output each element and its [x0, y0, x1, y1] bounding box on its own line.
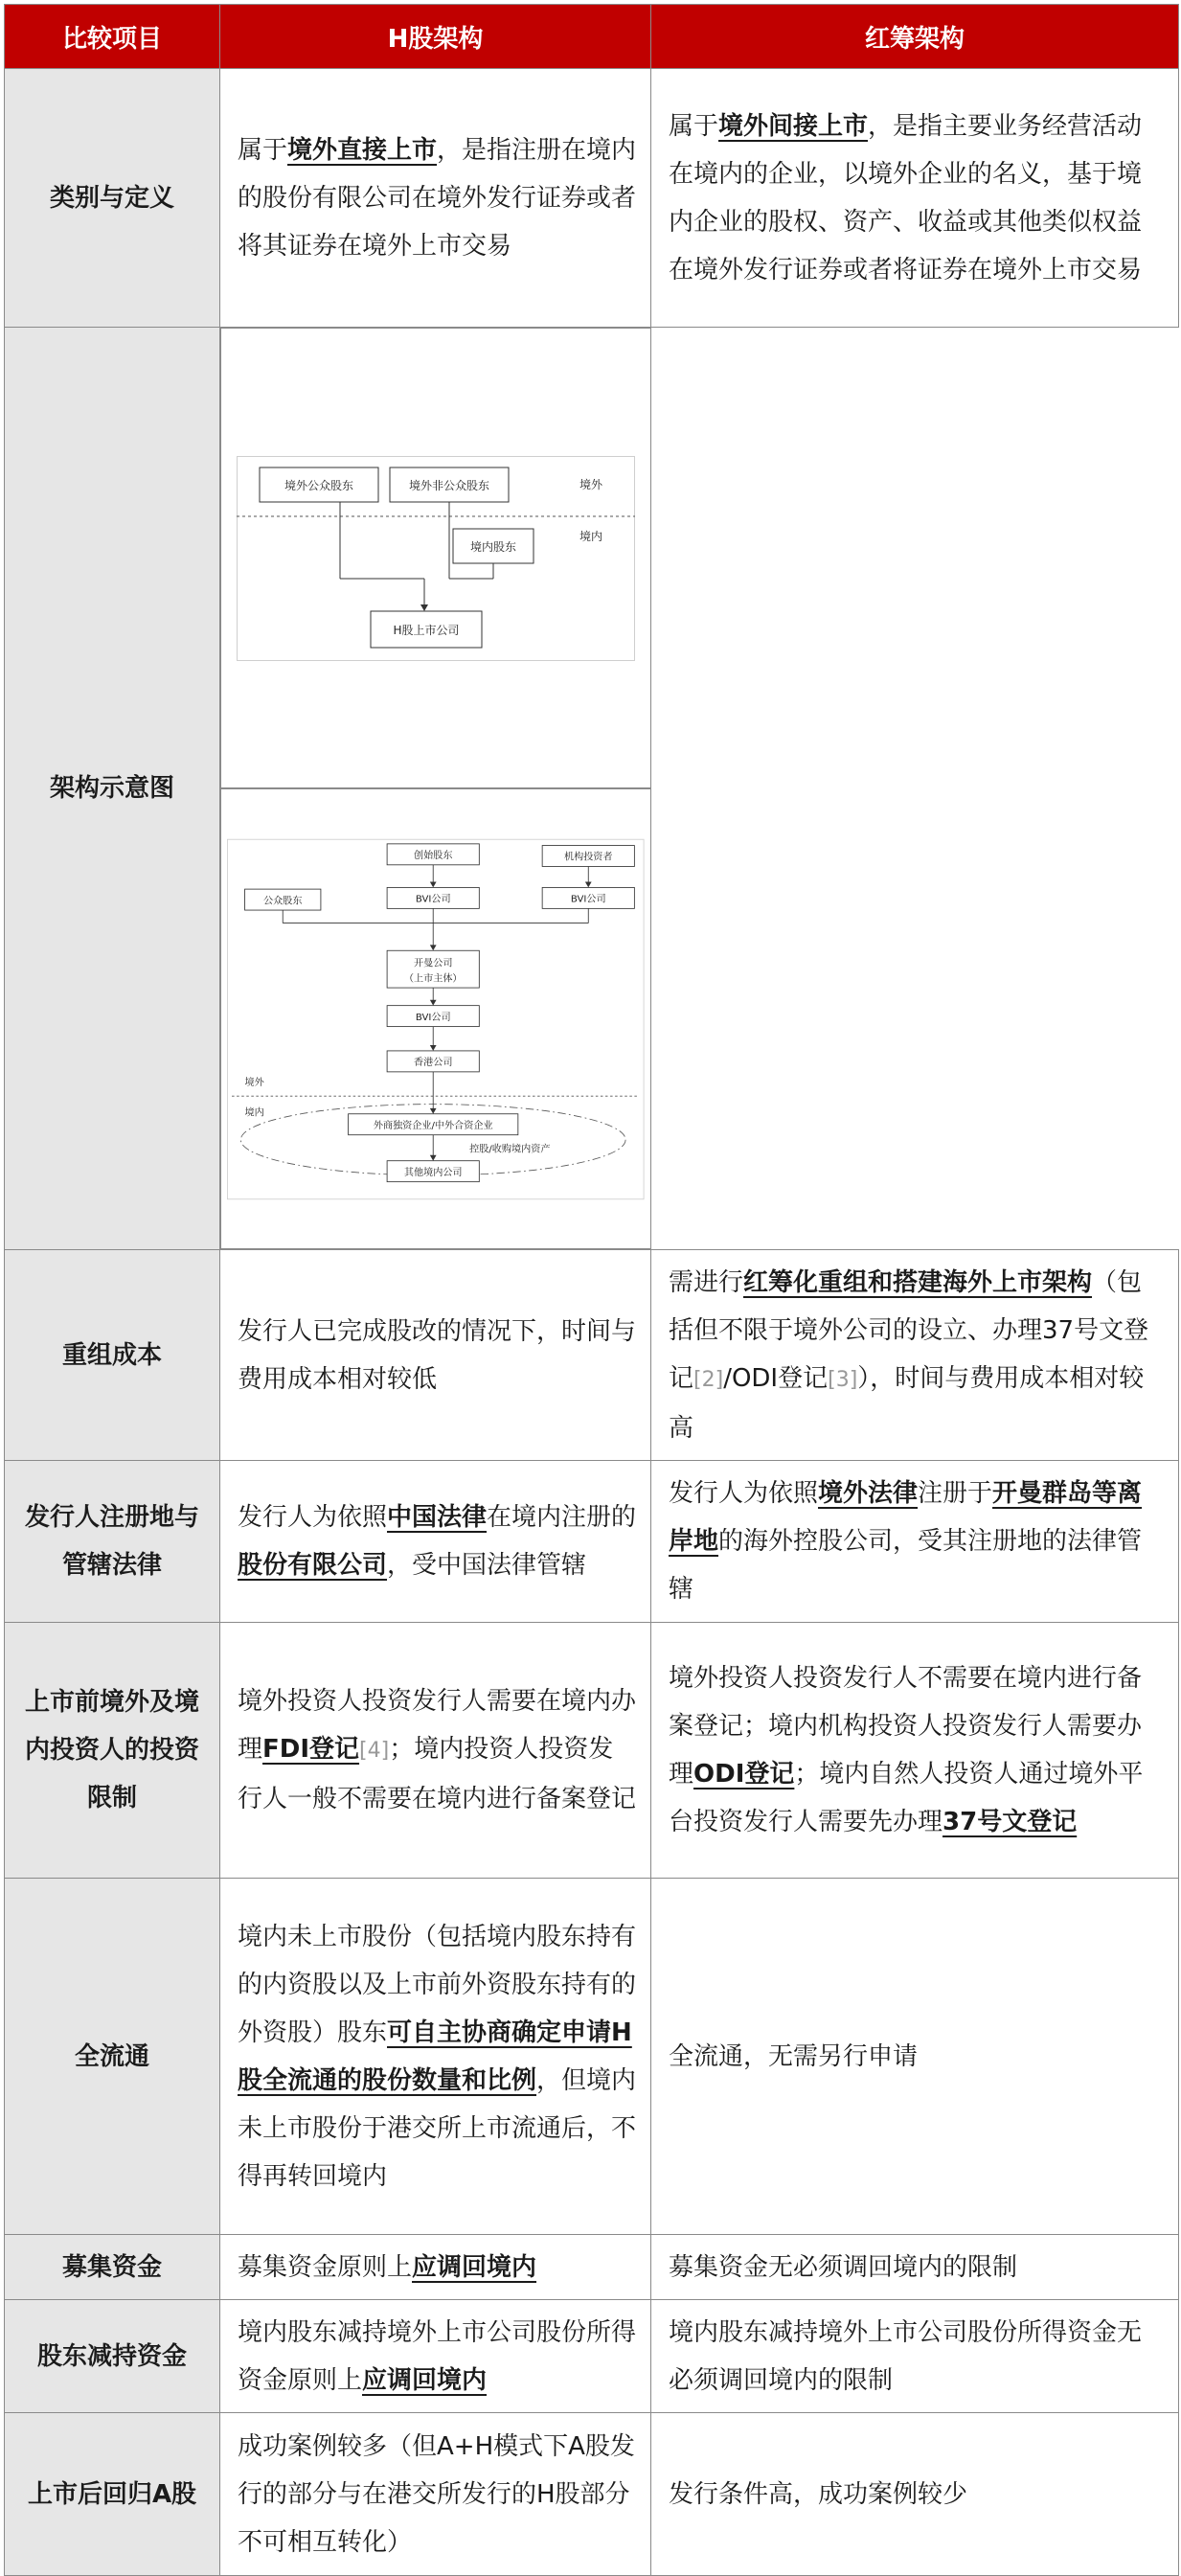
- row-registration: [5, 1461, 1179, 1623]
- zone-domestic: 境内: [244, 1106, 264, 1118]
- row-definition: [5, 69, 1179, 328]
- node-domestic-holder: 境内股东: [469, 539, 516, 554]
- h-funds: 募集资金原则上应调回境内: [220, 2235, 651, 2300]
- h-definition: 属于境外直接上市，是指注册在境内的股份有限公司在境外发行证券或者将其证券在境外上市交易: [220, 69, 651, 328]
- row-funds: [5, 2235, 1179, 2300]
- red-funds: 募集资金无必须调回境内的限制: [651, 2235, 1179, 2300]
- row-return: [5, 2413, 1179, 2576]
- row-label: 募集资金: [5, 2235, 220, 2300]
- node-bvi-mid: BVI公司: [415, 1012, 451, 1023]
- h-structure-diagram: [220, 328, 651, 788]
- h-investors: 境外投资人投资发行人需要在境内办理FDI登记[4]；境内投资人投资发行人一般不需要在境内进行备案登记: [220, 1623, 651, 1879]
- row-label: 架构示意图: [5, 328, 220, 1250]
- red-registration: 发行人为依照境外法律注册于开曼群岛等离岸地的海外控股公司，受其注册地的法律管辖: [651, 1461, 1179, 1623]
- row-label: 上市前境外及境内投资人的投资限制: [5, 1623, 220, 1879]
- red-diagram-svg: [227, 806, 645, 1233]
- h-reduction: 境内股东减持境外上市公司股份所得资金原则上应调回境内: [220, 2300, 651, 2413]
- comparison-table: [4, 4, 1179, 2576]
- row-label: 上市后回归A股: [5, 2413, 220, 2576]
- node-h-listed: H股上市公司: [393, 623, 460, 637]
- row-label: 重组成本: [5, 1250, 220, 1461]
- node-hk: 香港公司: [413, 1057, 453, 1068]
- red-restructure: 需进行红筹化重组和搭建海外上市架构（包括但不限于境外公司的设立、办理37号文登记[2]/ODI登记[3]），时间与费用成本相对较高: [651, 1250, 1179, 1461]
- zone-domestic: 境内: [579, 529, 602, 543]
- node-overseas-nonpublic: 境外非公众股东: [408, 478, 489, 492]
- header-row: [5, 5, 1179, 69]
- zone-overseas: 境外: [579, 477, 602, 491]
- label-control: 控股/收购境内资产: [469, 1143, 551, 1154]
- node-public: 公众股东: [263, 895, 303, 906]
- header-item: 比较项目: [5, 5, 220, 69]
- red-investors: 境外投资人投资发行人不需要在境内进行备案登记；境内机构投资人投资发行人需要办理ODI登记；境内自然人投资人通过境外平台投资发行人需要先办理37号文登记: [651, 1623, 1179, 1879]
- node-cayman: 开曼公司: [413, 957, 453, 969]
- row-label: 股东减持资金: [5, 2300, 220, 2413]
- node-founder: 创始股东: [413, 850, 453, 861]
- row-label: 全流通: [5, 1879, 220, 2235]
- red-definition: 属于境外间接上市，是指主要业务经营活动在境内的企业，以境外企业的名义，基于境内企业的股权、资产、收益或其他类似权益在境外发行证券或者将证券在境外上市交易: [651, 69, 1179, 328]
- h-restructure: 发行人已完成股改的情况下，时间与费用成本相对较低: [220, 1250, 651, 1461]
- red-return: 发行条件高，成功案例较少: [651, 2413, 1179, 2576]
- h-diagram-svg: [237, 456, 635, 661]
- h-return: 成功案例较多（但A+H模式下A股发行的部分与在港交所发行的H股部分不可相互转化）: [220, 2413, 651, 2576]
- row-circulation: [5, 1879, 1179, 2235]
- row-investors: [5, 1623, 1179, 1879]
- zone-overseas: 境外: [244, 1077, 264, 1088]
- node-cayman-note: （上市主体）: [403, 972, 463, 984]
- node-institution: 机构投资者: [563, 852, 613, 863]
- row-diagram: [5, 328, 1179, 1250]
- node-other-domestic: 其他境内公司: [403, 1167, 463, 1178]
- node-bvi-founder: BVI公司: [415, 894, 451, 905]
- row-reduction: [5, 2300, 1179, 2413]
- header-red-chip: 红筹架构: [651, 5, 1179, 69]
- header-h-share: H股架构: [220, 5, 651, 69]
- red-reduction: 境内股东减持境外上市公司股份所得资金无必须调回境内的限制: [651, 2300, 1179, 2413]
- row-label: 类别与定义: [5, 69, 220, 328]
- h-registration: 发行人为依照中国法律在境内注册的股份有限公司，受中国法律管辖: [220, 1461, 651, 1623]
- row-restructure: [5, 1250, 1179, 1461]
- node-overseas-public: 境外公众股东: [284, 478, 353, 492]
- node-wfoe: 外商独资企业/中外合资企业: [373, 1120, 493, 1131]
- row-label: 发行人注册地与管辖法律: [5, 1461, 220, 1623]
- red-structure-diagram: [220, 788, 651, 1249]
- h-circulation: 境内未上市股份（包括境内股东持有的内资股以及上市前外资股东持有的外资股）股东可自主协商确定申请H股全流通的股份数量和比例，但境内未上市股份于港交所上市流通后，不得再转回境内: [220, 1879, 651, 2235]
- node-bvi-institution: BVI公司: [570, 894, 606, 905]
- red-circulation: 全流通，无需另行申请: [651, 1879, 1179, 2235]
